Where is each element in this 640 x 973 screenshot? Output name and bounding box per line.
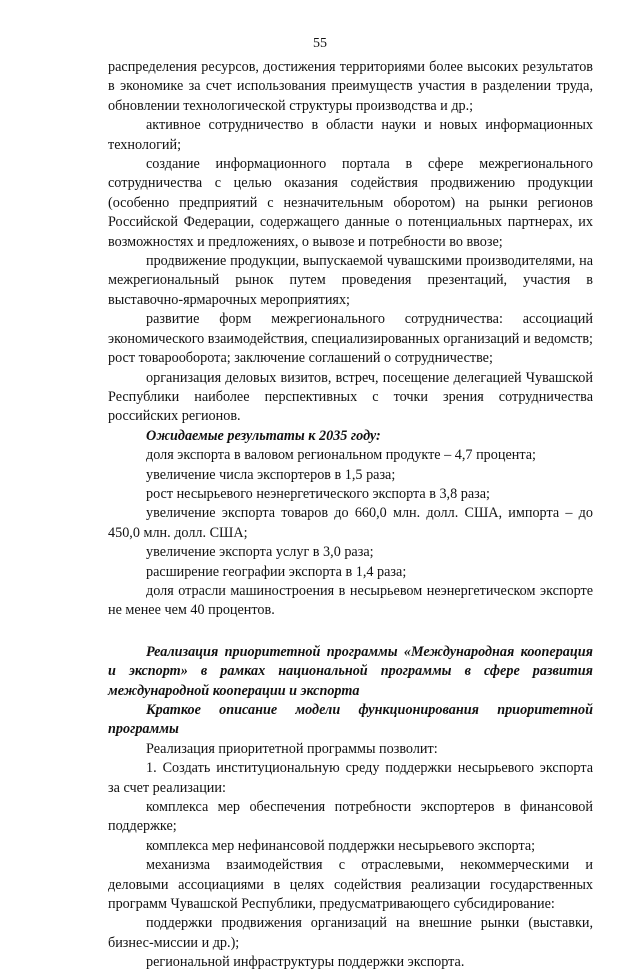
paragraph: доля отрасли машиностроения в несырьевом неэнергетическом экспорте не менее чем 40 процентов. [108,582,593,619]
paragraph: организация деловых визитов, встреч, посещение делегацией Чувашской Республики наиболее перспективных с точки зрения сотрудничества российских регионов. [108,369,593,425]
paragraph: продвижение продукции, выпускаемой чувашскими производителями, на межрегиональный рынок путем проведения презентаций, участия в выставочно-ярмарочных мероприятиях; [108,253,593,308]
paragraph: механизма взаимодействия с отраслевыми, некоммерческими и деловыми ассоциациями в целях содействия реализации государственных программ Чувашской Республики, предусматривающего субсидирование: [108,857,593,913]
paragraph: увеличение экспорта услуг в 3,0 раза; [146,544,374,561]
section-heading: Реализация приоритетной программы «Международная кооперация и экспорт» в рамках национальной программы в сфере развития международной кооперации и экспорта [108,643,593,699]
paragraph: поддержки продвижения организаций на внешние рынки (выставки, бизнес-миссии и др.); [108,915,593,951]
paragraph: доля экспорта в валовом региональном продукте – 4,7 процента; [146,447,536,464]
body-text [108,58,593,973]
paragraph: рост несырьевого неэнергетического экспорта в 3,8 раза; [146,485,490,502]
results-heading: Ожидаемые результаты к 2035 году: [146,427,381,444]
paragraph: Реализация приоритетной программы позволит: [146,740,438,757]
paragraph: активное сотрудничество в области науки и новых информационных технологий; [108,117,593,153]
paragraph: распределения ресурсов, достижения территориями более высоких результатов в экономике за счет использования преимуществ участия в разделении труда, обновлении технологической структуры производства и др.; [108,59,593,114]
paragraph: расширение географии экспорта в 1,4 раза; [146,563,407,580]
paragraph: 1. Создать институциональную среду поддержки несырьевого экспорта за счет реализации: [108,760,593,796]
paragraph: увеличение экспорта товаров до 660,0 млн. долл. США, импорта – до 450,0 млн. долл. США; [108,505,593,541]
page-number: 55 [313,36,327,51]
paragraph: региональной инфраструктуры поддержки экспорта. [146,954,465,971]
paragraph: комплекса мер нефинансовой поддержки несырьевого экспорта; [146,837,536,854]
paragraph: создание информационного портала в сфере межрегионального сотрудничества с целью оказания содействия продвижению продукции (особенно предприятий с незначительным оборотом) на рынки регионов Российской Федерации, содержащего данные о потенциальных партнерах, их возможностях и предложениях, о вывозе и потребности во ввозе; [108,156,593,250]
paragraph: комплекса мер обеспечения потребности экспортеров в финансовой поддержке; [108,799,593,835]
paragraph: увеличение числа экспортеров в 1,5 раза; [146,466,396,483]
paragraph: развитие форм межрегионального сотрудничества: ассоциаций экономического взаимодействия, специализированных организаций и ведомств; рост товарооборота; заключение соглашений о сотрудничестве; [108,311,593,367]
subsection-heading: Краткое описание модели функционирования приоритетной программы [108,702,593,738]
